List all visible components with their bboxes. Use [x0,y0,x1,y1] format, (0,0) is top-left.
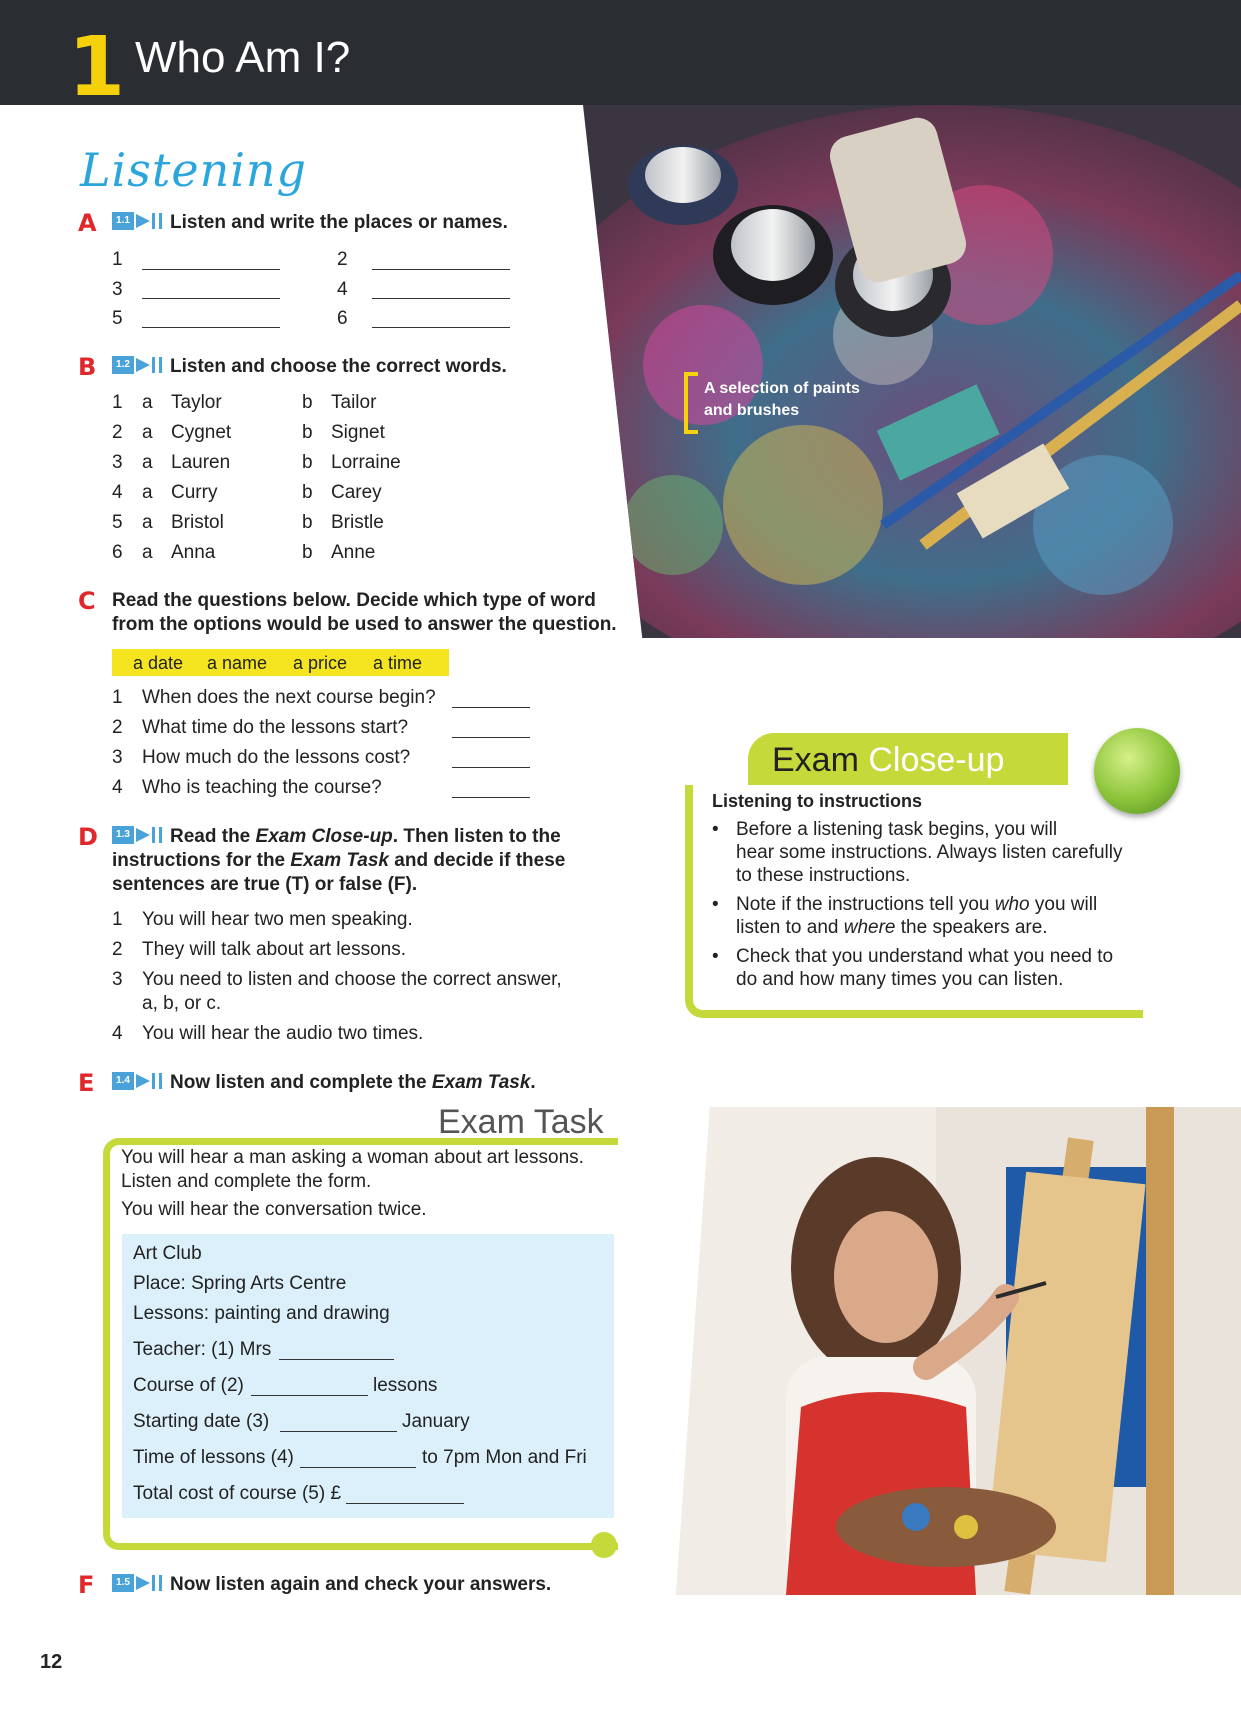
exD-num: 4 [112,1023,123,1044]
closeup-bullet-3: Check that you understand what you need to do and how many times you can listen. [736,946,1114,990]
exC-num: 4 [112,777,123,798]
task-intro: You will hear a man asking a woman about art lessons. Listen and complete the form. You will hear the conversation twice. [121,1147,584,1220]
caption-line-1: A selection of paints [704,380,860,397]
exC-question: What time do the lessons start? [142,717,409,738]
exC-question: When does the next course begin? [142,687,436,708]
form-date-label: Starting date (3) [133,1411,270,1432]
form-course-label: Course of (2) [133,1375,244,1396]
exam-task-title: Exam Task [438,1103,604,1141]
audio-track-icon[interactable]: 1.3 [112,826,164,844]
exA-item-1: 1 [112,249,123,270]
bullet-icon: • [712,946,719,967]
form-time-suffix: to 7pm Mon and Fri [422,1447,587,1468]
closeup-bullet-1: Before a listening task begins, you will hear some instructions. Always listen carefully to these instructions. [736,819,1123,886]
exD-num: 3 [112,969,123,990]
closeup-heading: Listening to instructions [712,791,922,811]
exD-num: 1 [112,909,123,930]
exD-num: 2 [112,939,123,960]
exA-item-2: 2 [337,249,348,270]
answer-blank[interactable] [452,686,530,708]
exA-item-4: 4 [337,279,348,300]
closeup-bullet-2: Note if the instructions tell you who you will listen to and where the speakers are. [736,894,1098,938]
form-date-suffix: January [402,1411,470,1432]
exercise-a-letter: A [78,209,97,237]
answer-blank[interactable] [452,716,530,738]
answer-blank[interactable] [142,277,280,299]
audio-track-icon[interactable]: 1.2 [112,356,164,374]
exercise-f-letter: F [78,1571,95,1599]
form-place: Place: Spring Arts Centre [133,1273,347,1294]
form-lessons: Lessons: painting and drawing [133,1303,390,1324]
woman-painting-photo [676,1107,1241,1595]
form-heading: Art Club [133,1243,202,1264]
exA-item-5: 5 [112,308,123,329]
exD-item: You will hear two men speaking. [142,909,413,930]
paints-palette-photo [583,105,1241,638]
option-date: a date [133,653,184,673]
form-time-label: Time of lessons (4) [133,1447,294,1468]
section-title: Listening [80,143,307,197]
answer-blank[interactable] [142,248,280,270]
exercise-e-letter: E [78,1069,95,1097]
bullet-icon: • [712,819,719,840]
exA-item-6: 6 [337,308,348,329]
form-blank-1[interactable] [279,1338,394,1360]
audio-track-icon[interactable]: 1.1 [112,212,164,230]
option-name: a name [207,653,268,673]
photo-caption [704,378,860,422]
exD-item: They will talk about art lessons. [142,939,407,960]
exC-num: 2 [112,717,123,738]
exercise-c-instruction: Read the questions below. Decide which type of word from the options would be used to answer the question. [112,590,617,635]
answer-blank[interactable] [372,277,510,299]
form-blank-4[interactable] [300,1446,416,1468]
exercise-c-letter: C [78,587,96,615]
exD-item: You will hear the audio two times. [142,1023,424,1044]
exercise-d-instruction: 1.3 Read the Exam Close-up. Then listen to the instructions for the Exam Task and decide if these sentences are true (T) or false (F). [112,826,566,895]
answer-blank[interactable] [452,776,530,798]
unit-title: Who Am I? [135,33,351,82]
exC-num: 1 [112,687,123,708]
form-blank-5[interactable] [346,1482,464,1504]
exercise-e-instruction: 1.4 Now listen and complete the Exam Task. [112,1071,536,1095]
exercise-f-instruction: 1.5 Now listen again and check your answers. [112,1573,551,1597]
answer-blank[interactable] [452,746,530,768]
exD-item: You need to listen and choose the correct answer, [142,969,562,990]
unit-number: 1 [68,20,126,115]
form-course-suffix: lessons [373,1375,438,1396]
exC-question: How much do the lessons cost? [142,747,411,768]
exercise-b-instruction: 1.2 Listen and choose the correct words. [112,355,507,379]
exA-item-3: 3 [112,279,123,300]
exercise-a-instruction: 1.1 Listen and write the places or names. [112,211,508,235]
audio-track-icon[interactable]: 1.5 [112,1574,164,1592]
option-time: a time [373,653,423,673]
caption-bracket [684,372,698,434]
answer-blank[interactable] [372,248,510,270]
task-end-dot [591,1532,617,1558]
exC-num: 3 [112,747,123,768]
exD-item-cont: a, b, or c. [142,993,222,1014]
page-number: 12 [40,1651,63,1673]
exC-question: Who is teaching the course? [142,777,382,798]
exam-closeup-title: Exam Close-up [772,741,1005,779]
audio-track-icon[interactable]: 1.4 [112,1072,164,1090]
caption-line-2: and brushes [704,402,800,419]
form-cost-label: Total cost of course (5) £ [133,1483,342,1504]
answer-blank[interactable] [372,306,510,328]
form-blank-3[interactable] [280,1410,397,1432]
exercise-b-letter: B [78,353,97,381]
answer-blank[interactable] [142,306,280,328]
form-teacher: Teacher: (1) Mrs [133,1339,272,1360]
exercise-d-letter: D [78,823,98,851]
option-price: a price [293,653,348,673]
bullet-icon: • [712,894,719,915]
form-blank-2[interactable] [251,1374,368,1396]
